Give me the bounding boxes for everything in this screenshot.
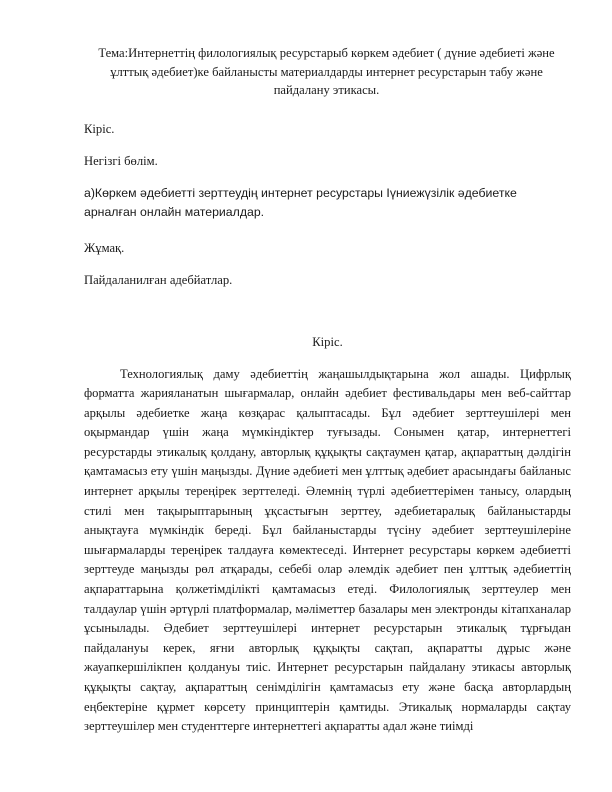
outline-item-intro: Кіріс. <box>84 121 115 136</box>
section-heading-intro: Кіріс. <box>312 334 343 349</box>
outline-item-main-part: Негізгі бөлім. <box>84 153 158 168</box>
outline-item-conclusion: Жұмақ. <box>84 240 125 255</box>
outline-item-subsection-a: а)Көркем әдебиетті зерттеудің интернет ресурстары Іүниежүзілік әдебиетке арналған онлайн материалдар. <box>84 185 517 219</box>
outline-item-references: Пайдаланилған адебйатлар. <box>84 272 233 287</box>
outline <box>84 120 571 289</box>
body-paragraph: Технологиялық даму әдебиеттің жаңашылдықтарына жол ашады. Цифрлық форматта жарияланатын шығармалар, онлайн әдебиет фестивальдары мен веб-сайттар арқылы әдебиетке жаңа көзқарас қалыптасады. Бұл әдебиет зерттеушілері мен оқырмандар үшін жаңа мүмкіндіктер туғызады. Сонымен қатар, интернеттегі ресурстарды этикалық қолдану, авторлық құқықты сақтаумен қатар, ақпараттың дәлдігін қамтамасыз ету үшін маңызды. Дүние әдебиеті мен ұлттық әдебиет арасындағы байланыс интернет арқылы тереңірек зерттеледі. Әлемнің түрлі әдебиеттерімен танысу, олардың стилі мен тақырыптарының ұқсастығын зерттеу, әдебиетаралық байланыстарды анықтауға мүмкіндік береді. Бұл байланыстарды түсіну әдебиет зерттеушілеріне шығармаларды тереңірек талдауға көмектеседі. Интернет ресурстары көркем әдебиетті зерттеуде маңызды рөл атқарады, себебі олар әлемдік әдебиет пен ұлттық әдебиеттің ақпараттарына қолжетімділікті қамтамасыз етеді. Филологиялық зерттеулер мен талдаулар үшін әртүрлі платформалар, мәліметтер базалары мен электронды кітапханалар ұсынылады. Әдебиет зерттеушілері интернет ресурстарын этикалық тұрғыдан пайдалануы керек, яғни авторлық құқықты сақтап, ақпаратты дұрыс және жауапкершілікпен қолдануы тиіс. Интернет ресурстарын пайдалану этикасы авторлық құқықты сақтау, ақпараттың сенімділігін қамтамасыз ету және басқа авторлардың еңбектеріне құрмет көрсету принциптерін қамтиды. Этикалық нормаларды сақтау зерттеушілер мен студенттерге интернеттегі ақпаратты адал және тиімді <box>84 366 571 734</box>
document-title: Тема:Интернеттің филологиялық ресурстарыб көркем әдебиет ( дүние әдебиеті және ұлттық әдебиет)ке байланысты материалдарды интернет ресурстарын табу және пайдалану этикасы. <box>98 46 555 97</box>
